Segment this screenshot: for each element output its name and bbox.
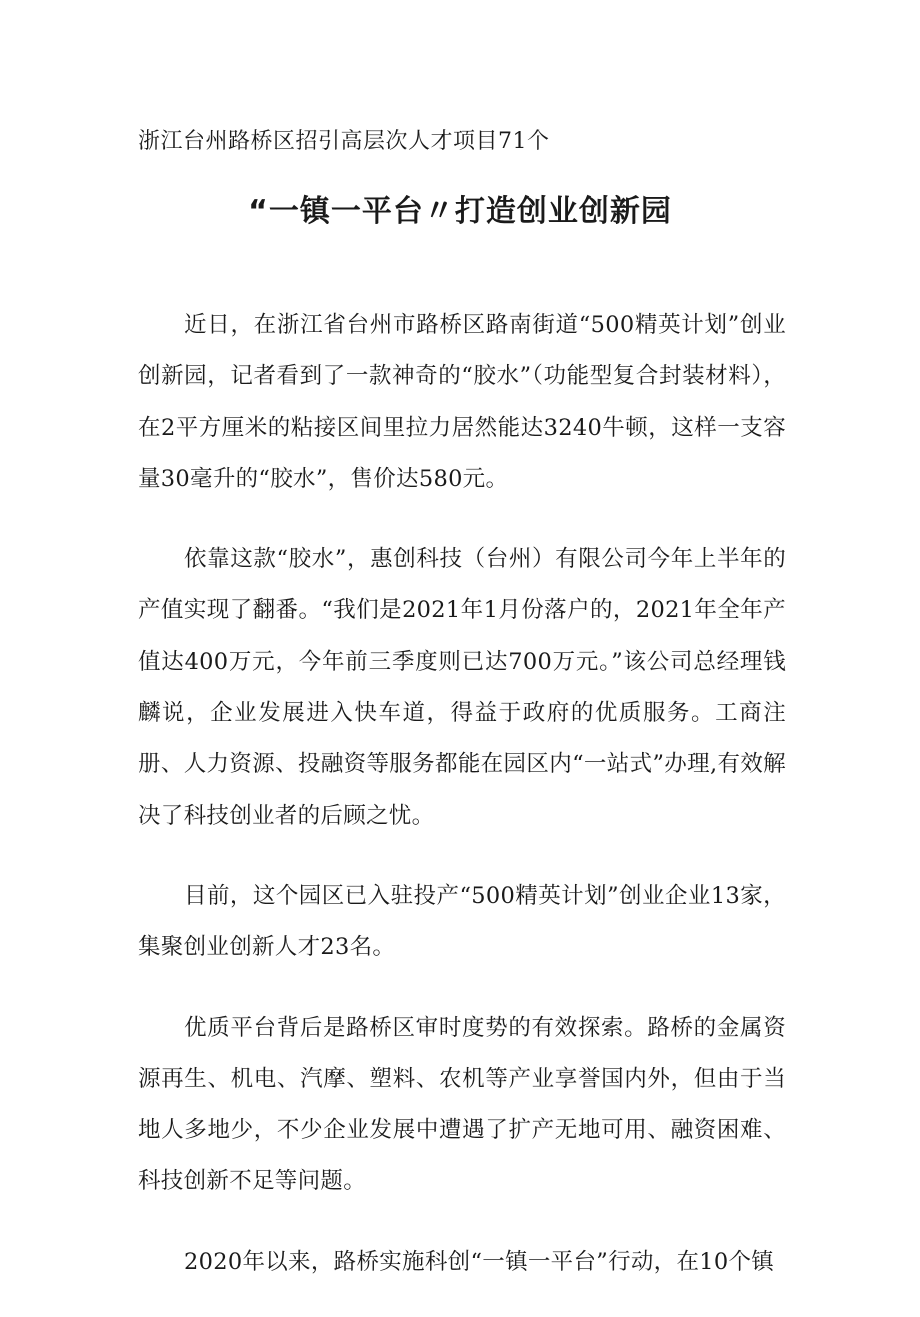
article-body xyxy=(138,300,786,1317)
paragraph-1: 近日，在浙江省台州市路桥区路南街道“500精英计划”创业创新园，记者看到了一款神奇的“胶水”（功能型复合封装材料），在2平方厘米的粘接区间里拉力居然能达3240牛顿，这样一支容量30毫升的“胶水”，售价达580元。 xyxy=(138,312,786,492)
paragraph-2: 依靠这款“胶水”，惠创科技（台州）有限公司今年上半年的产值实现了翻番。“我们是2021年1月份落户的，2021年全年产值达400万元，今年前三季度则已达700万元。”该公司总经理钱麟说，企业发展进入快车道，得益于政府的优质服务。工商注册、人力资源、投融资等服务都能在园区内“一站式”办理,有效解决了科技创业者的后顾之忧。 xyxy=(138,546,786,829)
paragraph-4: 优质平台背后是路桥区审时度势的有效探索。路桥的金属资源再生、机电、汽摩、塑料、农机等产业享誉国内外，但由于当地人多地少，不少企业发展中遭遇了扩产无地可用、融资困难、科技创新不足等问题。 xyxy=(138,1014,786,1195)
document-headline: “一镇一平台〃打造创业创新园 xyxy=(248,194,672,229)
document-subtitle: 浙江台州路桥区招引高层次人才项目71个 xyxy=(138,129,550,154)
paragraph-3: 目前，这个园区已入驻投产“500精英计划”创业企业13家，集聚创业创新人才23名。 xyxy=(138,882,786,961)
paragraph-5: 2020年以来，路桥实施科创“一镇一平台”行动，在10个镇 xyxy=(184,1248,775,1275)
